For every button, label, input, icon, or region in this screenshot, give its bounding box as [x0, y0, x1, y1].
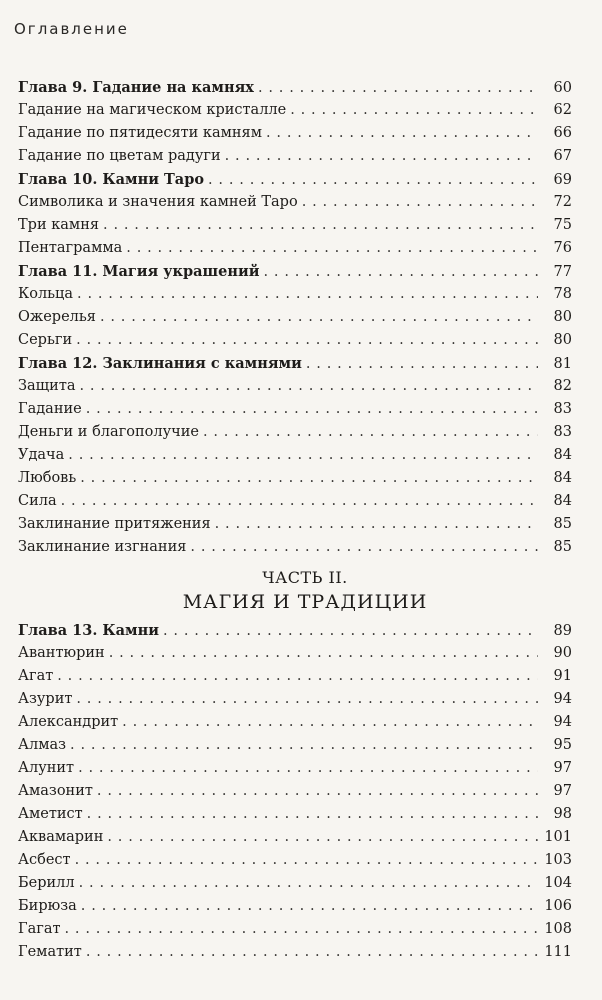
entry-title: Серьги: [18, 332, 73, 348]
entry-title: Аметист: [18, 806, 83, 822]
page-number: 83: [553, 424, 572, 440]
entry-title: Ожерелья: [18, 309, 96, 325]
entry-title: Аквамарин: [18, 829, 104, 845]
dot-leader: [258, 77, 538, 100]
toc-entry[interactable]: [18, 536, 572, 559]
entry-title: Заклинание изгнания: [18, 539, 187, 555]
toc-entry[interactable]: [18, 665, 572, 688]
entry-title: Авантюрин: [18, 645, 105, 661]
chapter-title: Глава 12. Заклинания с камнями: [18, 355, 302, 372]
dot-leader: [122, 711, 538, 734]
dot-leader: [65, 918, 538, 941]
toc-entry[interactable]: [18, 214, 572, 237]
chapter-title: Глава 9. Гадание на камнях: [18, 79, 254, 96]
entry-title: Гадание по пятидесяти камням: [18, 125, 262, 141]
entry-title: Сила: [18, 493, 57, 509]
dot-leader: [87, 803, 538, 826]
page-number: 78: [553, 286, 572, 302]
toc-entry[interactable]: [18, 780, 572, 803]
page-number: 90: [553, 645, 572, 661]
page-number: 98: [553, 806, 572, 822]
toc-entry[interactable]: [18, 490, 572, 513]
entry-title: Гематит: [18, 944, 82, 960]
part-label: ЧАСТЬ II.: [262, 568, 348, 587]
toc-entry[interactable]: [18, 803, 572, 826]
toc-entry[interactable]: [18, 99, 572, 122]
page-number: 108: [544, 921, 572, 937]
dot-leader: [78, 757, 538, 780]
entry-title: Алмаз: [18, 737, 67, 753]
page-number: 60: [553, 80, 572, 96]
toc-section-part-one: [18, 76, 572, 559]
page-number: 80: [553, 309, 572, 325]
dot-leader: [86, 941, 538, 964]
entry-title: Три камня: [18, 217, 100, 233]
page-number: 85: [553, 516, 572, 532]
entry-title: Александрит: [18, 714, 119, 730]
page-number: 84: [553, 470, 572, 486]
page-number: 72: [553, 194, 572, 210]
dot-leader: [290, 99, 538, 122]
entry-title: Заклинание притяжения: [18, 516, 211, 532]
toc-entry[interactable]: [18, 642, 572, 665]
dot-leader: [97, 780, 538, 803]
toc-chapter-entry[interactable]: [18, 352, 572, 375]
toc-entry[interactable]: [18, 306, 572, 329]
entry-title: Любовь: [18, 470, 77, 486]
dot-leader: [61, 490, 538, 513]
dot-leader: [109, 642, 538, 665]
toc-entry[interactable]: [18, 421, 572, 444]
toc-entry[interactable]: [18, 237, 572, 260]
dot-leader: [208, 169, 538, 192]
dot-leader: [75, 849, 538, 872]
page-number: 67: [553, 148, 572, 164]
toc-chapter-entry[interactable]: [18, 76, 572, 99]
table-of-contents: [18, 76, 572, 964]
toc-entry[interactable]: [18, 918, 572, 941]
dot-leader: [264, 261, 539, 284]
dot-leader: [80, 375, 539, 398]
page-number: 97: [553, 760, 572, 776]
page-number: 106: [544, 898, 572, 914]
entry-title: Гадание по цветам радуги: [18, 148, 221, 164]
dot-leader: [80, 467, 538, 490]
dot-leader: [100, 306, 538, 329]
entry-title: Защита: [18, 378, 76, 394]
entry-title: Гадание: [18, 401, 82, 417]
entry-title: Алунит: [18, 760, 75, 776]
toc-section-part-two: [18, 619, 572, 964]
chapter-title: Глава 10. Камни Таро: [18, 171, 205, 188]
dot-leader: [70, 734, 538, 757]
dot-leader: [68, 444, 538, 467]
toc-entry[interactable]: [18, 895, 572, 918]
running-header: Оглавление: [14, 20, 129, 38]
page-number: 83: [553, 401, 572, 417]
dot-leader: [76, 688, 538, 711]
page-number: 89: [553, 623, 572, 639]
dot-leader: [126, 237, 538, 260]
dot-leader: [86, 398, 538, 421]
toc-chapter-entry[interactable]: [18, 168, 572, 191]
entry-title: Пентаграмма: [18, 240, 123, 256]
toc-entry[interactable]: [18, 849, 572, 872]
toc-entry[interactable]: [18, 513, 572, 536]
toc-entry[interactable]: [18, 122, 572, 145]
toc-entry[interactable]: [18, 375, 572, 398]
entry-title: Кольца: [18, 286, 74, 302]
page-number: 111: [544, 944, 572, 960]
page-number: 91: [553, 668, 572, 684]
dot-leader: [107, 826, 538, 849]
entry-title: Агат: [18, 668, 54, 684]
chapter-title: Глава 13. Камни: [18, 622, 159, 639]
dot-leader: [302, 191, 538, 214]
dot-leader: [225, 145, 538, 168]
page-number: 84: [553, 447, 572, 463]
page-number: 76: [553, 240, 572, 256]
page-number: 62: [553, 102, 572, 118]
page-number: 104: [544, 875, 572, 891]
chapter-title: Глава 11. Магия украшений: [18, 263, 260, 280]
toc-chapter-entry[interactable]: [18, 260, 572, 283]
toc-entry[interactable]: [18, 711, 572, 734]
page-number: 85: [553, 539, 572, 555]
toc-entry[interactable]: [18, 283, 572, 306]
toc-entry[interactable]: [18, 191, 572, 214]
toc-entry[interactable]: [18, 398, 572, 421]
dot-leader: [266, 122, 538, 145]
page-number: 80: [553, 332, 572, 348]
entry-title: Гагат: [18, 921, 61, 937]
page-number: 81: [553, 356, 572, 372]
entry-title: Гадание на магическом кристалле: [18, 102, 287, 118]
dot-leader: [57, 665, 538, 688]
entry-title: Бирюза: [18, 898, 77, 914]
toc-entry[interactable]: [18, 734, 572, 757]
part-title: МАГИЯ И ТРАДИЦИИ: [182, 591, 428, 613]
dot-leader: [77, 283, 538, 306]
part-heading: [18, 567, 572, 615]
dot-leader: [190, 536, 538, 559]
page-number: 101: [544, 829, 572, 845]
dot-leader: [103, 214, 538, 237]
dot-leader: [79, 872, 538, 895]
entry-title: Символика и значения камней Таро: [18, 194, 298, 210]
page-number: 103: [544, 852, 572, 868]
page-number: 82: [553, 378, 572, 394]
page-number: 94: [553, 714, 572, 730]
toc-entry[interactable]: [18, 757, 572, 780]
dot-leader: [203, 421, 538, 444]
dot-leader: [306, 353, 538, 376]
page-number: 94: [553, 691, 572, 707]
page-number: 66: [553, 125, 572, 141]
page-number: 84: [553, 493, 572, 509]
toc-entry[interactable]: [18, 444, 572, 467]
page-number: 77: [553, 264, 572, 280]
dot-leader: [81, 895, 538, 918]
toc-entry[interactable]: [18, 941, 572, 964]
page-number: 75: [553, 217, 572, 233]
entry-title: Азурит: [18, 691, 73, 707]
entry-title: Берилл: [18, 875, 75, 891]
page-number: 97: [553, 783, 572, 799]
dot-leader: [215, 513, 538, 536]
toc-entry[interactable]: [18, 145, 572, 168]
toc-chapter-entry[interactable]: [18, 619, 572, 642]
toc-entry[interactable]: [18, 688, 572, 711]
entry-title: Удача: [18, 447, 65, 463]
toc-entry[interactable]: [18, 872, 572, 895]
entry-title: Деньги и благополучие: [18, 424, 199, 440]
dot-leader: [76, 329, 538, 352]
entry-title: Асбест: [18, 852, 71, 868]
toc-entry[interactable]: [18, 329, 572, 352]
entry-title: Амазонит: [18, 783, 93, 799]
dot-leader: [163, 620, 538, 643]
page-number: 95: [553, 737, 572, 753]
toc-entry[interactable]: [18, 467, 572, 490]
page-number: 69: [553, 172, 572, 188]
toc-entry[interactable]: [18, 826, 572, 849]
